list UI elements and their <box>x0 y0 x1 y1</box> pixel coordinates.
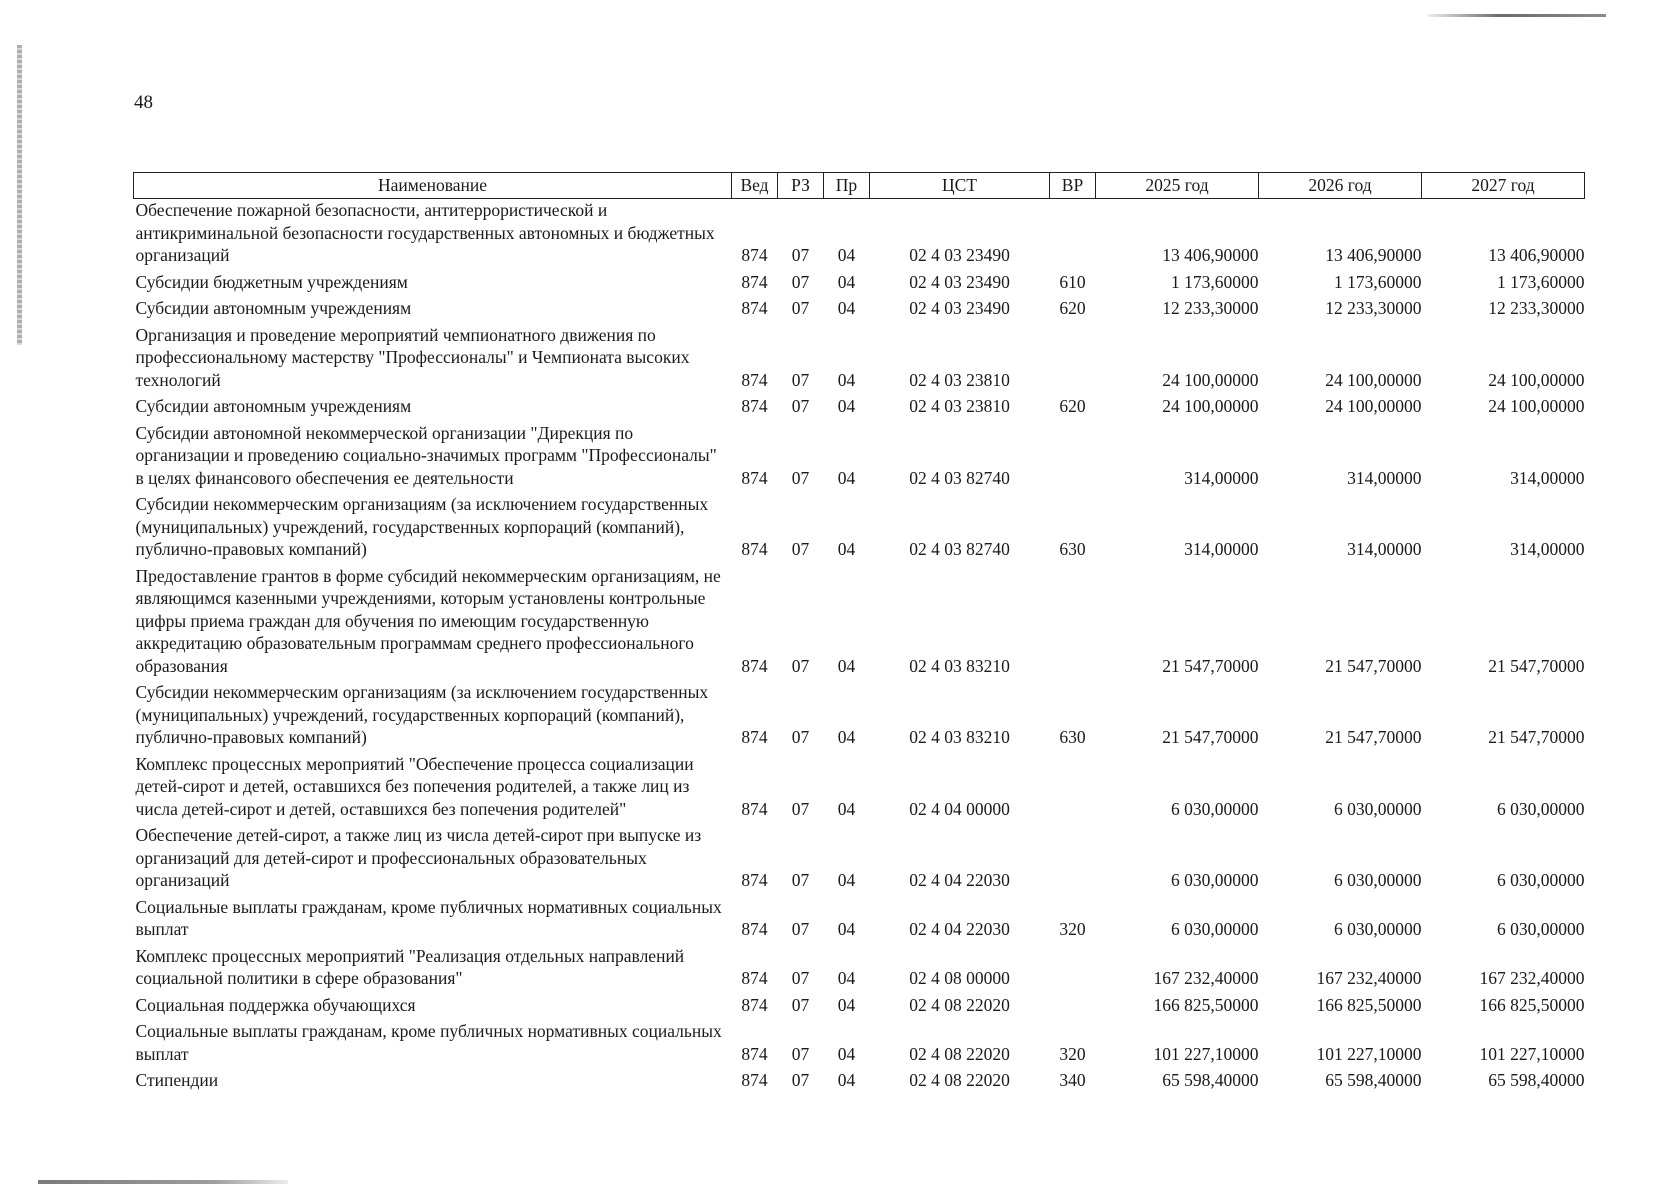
row-2025: 1 173,60000 <box>1171 271 1259 292</box>
table-row <box>134 753 1585 825</box>
row-pr: 04 <box>837 870 856 890</box>
row-ved: 874 <box>741 396 768 416</box>
row-rz: 07 <box>791 798 810 819</box>
row-pr: 04 <box>837 919 856 939</box>
row-pr: 04 <box>837 298 856 318</box>
table-row <box>134 824 1585 896</box>
header-name: Наименование <box>134 173 732 199</box>
row-2027: 6 030,00000 <box>1497 798 1585 819</box>
row-vr: 620 <box>1059 396 1086 416</box>
table-row <box>134 994 1585 1021</box>
row-vr <box>1050 422 1096 494</box>
row-ved: 874 <box>741 369 768 390</box>
row-cst: 02 4 03 23810 <box>909 396 1010 416</box>
row-2027: 21 547,70000 <box>1488 655 1585 676</box>
row-2026: 24 100,00000 <box>1325 396 1422 416</box>
row-2025: 21 547,70000 <box>1162 727 1259 747</box>
row-name: Социальная поддержка обучающихся <box>135 994 416 1015</box>
row-cst: 02 4 08 22020 <box>909 1043 1010 1064</box>
row-ved: 874 <box>741 968 768 988</box>
row-rz: 07 <box>791 467 810 488</box>
row-2026: 21 547,70000 <box>1325 727 1422 747</box>
row-2027: 1 173,60000 <box>1497 271 1585 292</box>
row-2025: 21 547,70000 <box>1162 655 1259 676</box>
header-2027: 2027 год <box>1422 173 1585 199</box>
row-rz: 07 <box>791 298 810 318</box>
row-vr <box>1050 565 1096 682</box>
row-pr: 04 <box>837 396 856 416</box>
row-ved: 874 <box>741 1043 768 1064</box>
row-2025: 13 406,90000 <box>1162 245 1259 265</box>
row-rz: 07 <box>791 919 810 939</box>
row-vr: 340 <box>1059 1070 1086 1090</box>
row-name: Обеспечение детей-сирот, а также лиц из числа детей-сирот при выпуске из организаций для детей-сирот и профессиональных образовательных организаций <box>135 825 702 890</box>
page-number: 48 <box>134 92 153 113</box>
header-2026: 2026 год <box>1259 173 1422 199</box>
table-row <box>134 271 1585 298</box>
row-name: Субсидии некоммерческим организациям (за исключением государственных (муниципальных) учреждений, государственных корпораций (компаний), публично-правовых компаний) <box>135 494 709 559</box>
row-rz: 07 <box>791 396 810 416</box>
row-vr <box>1050 824 1096 896</box>
row-cst: 02 4 03 82740 <box>909 539 1010 559</box>
table-row <box>134 681 1585 753</box>
row-vr <box>1050 945 1096 994</box>
row-2025: 6 030,00000 <box>1171 798 1259 819</box>
row-2027: 24 100,00000 <box>1488 369 1585 390</box>
row-rz: 07 <box>791 655 810 676</box>
table-row <box>134 324 1585 396</box>
row-pr: 04 <box>837 798 856 819</box>
row-ved: 874 <box>741 467 768 488</box>
row-2027: 314,00000 <box>1510 467 1585 488</box>
row-vr: 320 <box>1059 919 1086 939</box>
row-rz: 07 <box>791 1043 810 1064</box>
row-2027: 314,00000 <box>1510 539 1585 559</box>
header-rz: РЗ <box>778 173 824 199</box>
row-vr <box>1050 753 1096 825</box>
row-2025: 12 233,30000 <box>1162 298 1259 318</box>
row-2026: 6 030,00000 <box>1334 798 1422 819</box>
row-ved: 874 <box>741 798 768 819</box>
table-header <box>134 173 1585 199</box>
table-row <box>134 493 1585 565</box>
row-name: Комплекс процессных мероприятий "Обеспечение процесса социализации детей-сирот и детей, оставшихся без попечения родителей, а также лиц из числа детей-сирот и детей, оставшихся без попечения родителей" <box>135 753 694 819</box>
row-2025: 166 825,50000 <box>1153 994 1259 1015</box>
header-vr: ВР <box>1050 173 1096 199</box>
header-ved: Вед <box>732 173 778 199</box>
table-row <box>134 896 1585 945</box>
row-2026: 65 598,40000 <box>1325 1070 1422 1090</box>
row-name: Субсидии автономной некоммерческой организации "Дирекция по организации и проведению социально-значимых программ "Профессионалы" в целях финансового обеспечения ее деятельности <box>135 422 717 488</box>
row-2027: 6 030,00000 <box>1497 919 1585 939</box>
budget-table <box>133 172 1585 1096</box>
table-body <box>134 199 1585 1096</box>
row-rz: 07 <box>791 994 810 1015</box>
row-2027: 101 227,10000 <box>1479 1043 1585 1064</box>
row-name: Стипендии <box>135 1070 219 1090</box>
table-row <box>134 565 1585 682</box>
row-ved: 874 <box>741 919 768 939</box>
row-2026: 13 406,90000 <box>1325 245 1422 265</box>
row-cst: 02 4 03 82740 <box>909 467 1010 488</box>
row-2027: 167 232,40000 <box>1479 968 1585 988</box>
row-pr: 04 <box>837 245 856 265</box>
row-name: Субсидии бюджетным учреждениям <box>135 271 408 292</box>
table-row <box>134 422 1585 494</box>
scan-artifact-top <box>1428 14 1606 17</box>
row-vr: 320 <box>1059 1043 1086 1064</box>
row-ved: 874 <box>741 870 768 890</box>
row-2027: 21 547,70000 <box>1488 727 1585 747</box>
row-2026: 101 227,10000 <box>1316 1043 1422 1064</box>
row-ved: 874 <box>741 727 768 747</box>
row-name: Социальные выплаты гражданам, кроме публичных нормативных социальных выплат <box>135 896 722 939</box>
row-2025: 24 100,00000 <box>1162 396 1259 416</box>
row-2026: 24 100,00000 <box>1325 369 1422 390</box>
row-2026: 167 232,40000 <box>1316 968 1422 988</box>
table-row <box>134 297 1585 324</box>
row-2026: 6 030,00000 <box>1334 870 1422 890</box>
row-2027: 6 030,00000 <box>1497 870 1585 890</box>
row-ved: 874 <box>741 245 768 265</box>
row-ved: 874 <box>741 298 768 318</box>
row-name: Субсидии автономным учреждениям <box>135 396 412 416</box>
row-2026: 314,00000 <box>1347 539 1422 559</box>
row-2026: 1 173,60000 <box>1334 271 1422 292</box>
row-pr: 04 <box>837 271 856 292</box>
row-cst: 02 4 03 83210 <box>909 655 1010 676</box>
row-cst: 02 4 04 22030 <box>909 919 1010 939</box>
row-vr: 610 <box>1059 271 1086 292</box>
row-ved: 874 <box>741 655 768 676</box>
header-cst: ЦСТ <box>870 173 1050 199</box>
row-pr: 04 <box>837 727 856 747</box>
row-2025: 65 598,40000 <box>1162 1070 1259 1090</box>
table-row <box>134 199 1585 271</box>
scan-artifact-bottom <box>38 1180 288 1184</box>
row-name: Субсидии некоммерческим организациям (за исключением государственных (муниципальных) учреждений, государственных корпораций (компаний), публично-правовых компаний) <box>135 682 709 747</box>
table-row <box>134 1020 1585 1069</box>
row-2026: 314,00000 <box>1347 467 1422 488</box>
row-rz: 07 <box>791 369 810 390</box>
row-pr: 04 <box>837 1043 856 1064</box>
row-pr: 04 <box>837 369 856 390</box>
row-cst: 02 4 08 22020 <box>909 1070 1010 1090</box>
row-vr: 620 <box>1059 298 1086 318</box>
row-2025: 24 100,00000 <box>1162 369 1259 390</box>
row-2025: 314,00000 <box>1184 467 1259 488</box>
row-2027: 65 598,40000 <box>1488 1070 1585 1090</box>
row-2025: 6 030,00000 <box>1171 870 1259 890</box>
row-2026: 21 547,70000 <box>1325 655 1422 676</box>
row-rz: 07 <box>791 870 810 890</box>
row-cst: 02 4 08 00000 <box>909 968 1010 988</box>
row-cst: 02 4 04 00000 <box>909 798 1010 819</box>
row-vr <box>1050 199 1096 271</box>
row-cst: 02 4 03 83210 <box>909 727 1010 747</box>
row-2025: 101 227,10000 <box>1153 1043 1259 1064</box>
row-vr <box>1050 324 1096 396</box>
table-row <box>134 945 1585 994</box>
row-rz: 07 <box>791 539 810 559</box>
row-name: Предоставление грантов в форме субсидий некоммерческим организациям, не являющимся казенными учреждениями, которым установлены контрольные цифры приема граждан для обучения по имеющим государственную аккредитацию образовательным программам среднего профессионального образования <box>135 565 721 676</box>
row-rz: 07 <box>791 245 810 265</box>
row-vr: 630 <box>1059 539 1086 559</box>
row-cst: 02 4 03 23490 <box>909 271 1010 292</box>
row-ved: 874 <box>741 539 768 559</box>
row-2027: 12 233,30000 <box>1488 298 1585 318</box>
header-2025: 2025 год <box>1096 173 1259 199</box>
row-pr: 04 <box>837 1070 856 1090</box>
scan-artifact-left <box>17 45 22 345</box>
row-vr <box>1050 994 1096 1021</box>
row-2025: 314,00000 <box>1184 539 1259 559</box>
row-name: Организация и проведение мероприятий чемпионатного движения по профессиональному мастерству "Профессионалы" и Чемпионата высоких технологий <box>135 324 690 390</box>
row-pr: 04 <box>837 994 856 1015</box>
row-pr: 04 <box>837 655 856 676</box>
row-ved: 874 <box>741 1070 768 1090</box>
row-cst: 02 4 03 23810 <box>909 369 1010 390</box>
row-rz: 07 <box>791 727 810 747</box>
row-ved: 874 <box>741 994 768 1015</box>
row-name: Обеспечение пожарной безопасности, антитеррористической и антикриминальной безопасности государственных автономных и бюджетных организаций <box>135 200 715 265</box>
row-cst: 02 4 04 22030 <box>909 870 1010 890</box>
row-pr: 04 <box>837 467 856 488</box>
row-cst: 02 4 03 23490 <box>909 245 1010 265</box>
row-cst: 02 4 03 23490 <box>909 298 1010 318</box>
row-cst: 02 4 08 22020 <box>909 994 1010 1015</box>
row-pr: 04 <box>837 968 856 988</box>
row-2026: 6 030,00000 <box>1334 919 1422 939</box>
row-2027: 24 100,00000 <box>1488 396 1585 416</box>
row-vr: 630 <box>1059 727 1086 747</box>
row-2027: 166 825,50000 <box>1479 994 1585 1015</box>
row-2027: 13 406,90000 <box>1488 245 1585 265</box>
row-name: Социальные выплаты гражданам, кроме публичных нормативных социальных выплат <box>135 1021 722 1064</box>
row-2026: 166 825,50000 <box>1316 994 1422 1015</box>
row-2025: 6 030,00000 <box>1171 919 1259 939</box>
row-name: Комплекс процессных мероприятий "Реализация отдельных направлений социальной политики в сфере образования" <box>135 945 685 988</box>
row-ved: 874 <box>741 271 768 292</box>
row-rz: 07 <box>791 271 810 292</box>
table-row <box>134 1069 1585 1096</box>
header-pr: Пр <box>824 173 870 199</box>
row-pr: 04 <box>837 539 856 559</box>
row-rz: 07 <box>791 1070 810 1090</box>
row-2025: 167 232,40000 <box>1153 968 1259 988</box>
row-2026: 12 233,30000 <box>1325 298 1422 318</box>
row-name: Субсидии автономным учреждениям <box>135 298 412 318</box>
table-row <box>134 395 1585 422</box>
row-rz: 07 <box>791 968 810 988</box>
